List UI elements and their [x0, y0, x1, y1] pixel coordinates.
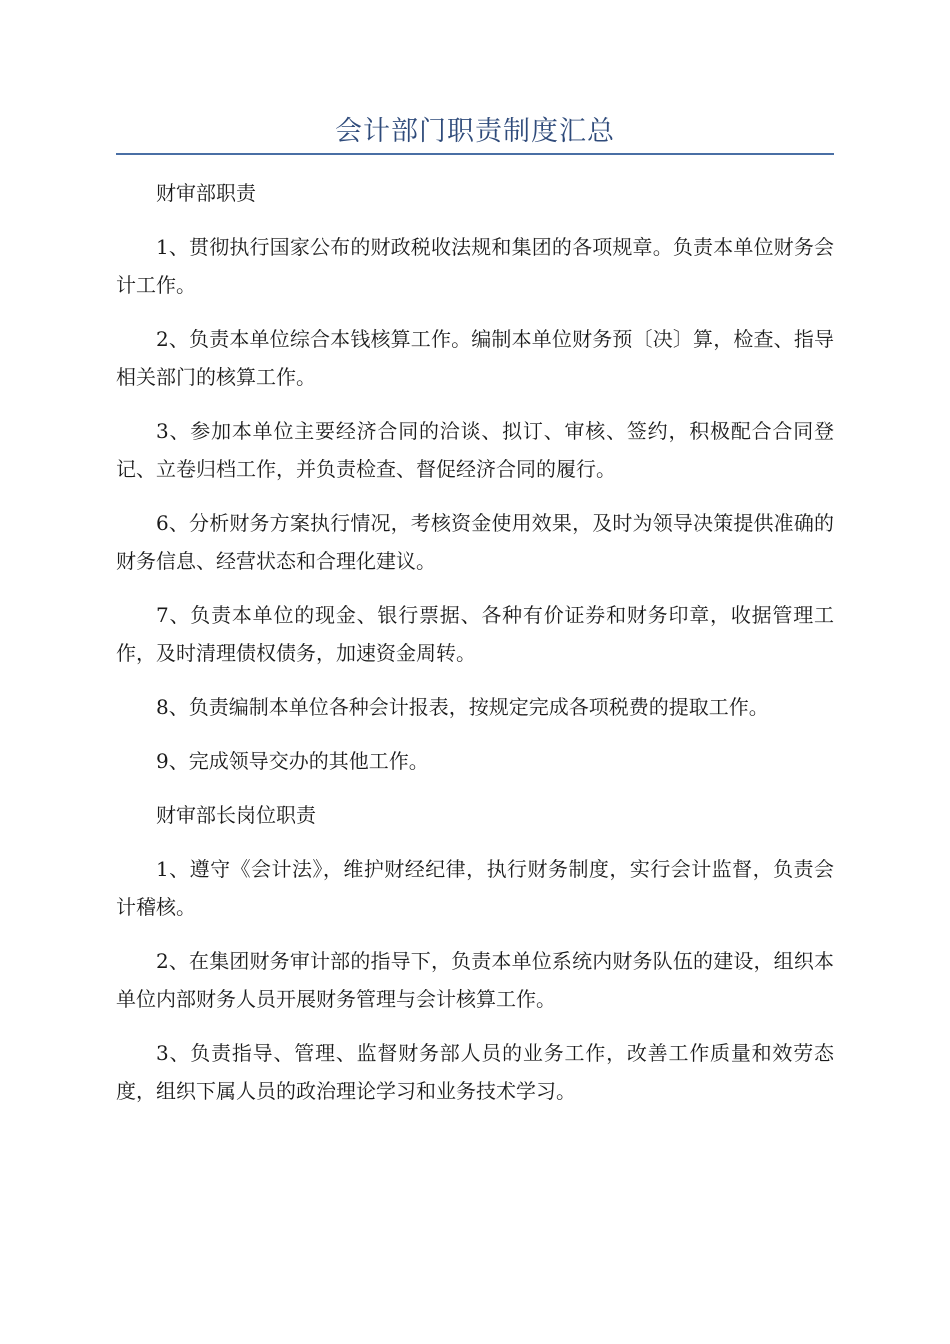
duty-item-2: 2、负责本单位综合本钱核算工作。编制本单位财务预〔决〕算，检查、指导相关部门的核算工作。: [116, 327, 834, 389]
duty-item-7: 7、负责本单位的现金、银行票据、各种有价证券和财务印章，收据管理工作，及时清理债权债务，加速资金周转。: [116, 603, 834, 665]
title-underline: [116, 153, 834, 155]
duty-item-9: 9、完成领导交办的其他工作。: [156, 749, 429, 773]
section-heading-director-duties: 财审部长岗位职责: [156, 803, 316, 827]
duty-item-8: 8、负责编制本单位各种会计报表，按规定完成各项税费的提取工作。: [156, 695, 769, 719]
document-body: [116, 174, 834, 1126]
director-duty-item-3: 3、负责指导、管理、监督财务部人员的业务工作，改善工作质量和效劳态度，组织下属人员的政治理论学习和业务技术学习。: [116, 1041, 834, 1103]
duty-item-1: 1、贯彻执行国家公布的财政税收法规和集团的各项规章。负责本单位财务会计工作。: [116, 235, 834, 297]
director-duty-item-2: 2、在集团财务审计部的指导下，负责本单位系统内财务队伍的建设，组织本单位内部财务人员开展财务管理与会计核算工作。: [116, 949, 834, 1011]
section-heading-dept-duties: 财审部职责: [156, 181, 256, 205]
duty-item-6: 6、分析财务方案执行情况，考核资金使用效果，及时为领导决策提供准确的财务信息、经营状态和合理化建议。: [116, 511, 834, 573]
document-title: 会计部门职责制度汇总: [335, 116, 615, 147]
duty-item-3: 3、参加本单位主要经济合同的洽谈、拟订、审核、签约，积极配合合同登记、立卷归档工作，并负责检查、督促经济合同的履行。: [116, 419, 834, 481]
director-duty-item-1: 1、遵守《会计法》，维护财经纪律，执行财务制度，实行会计监督，负责会计稽核。: [116, 857, 834, 919]
